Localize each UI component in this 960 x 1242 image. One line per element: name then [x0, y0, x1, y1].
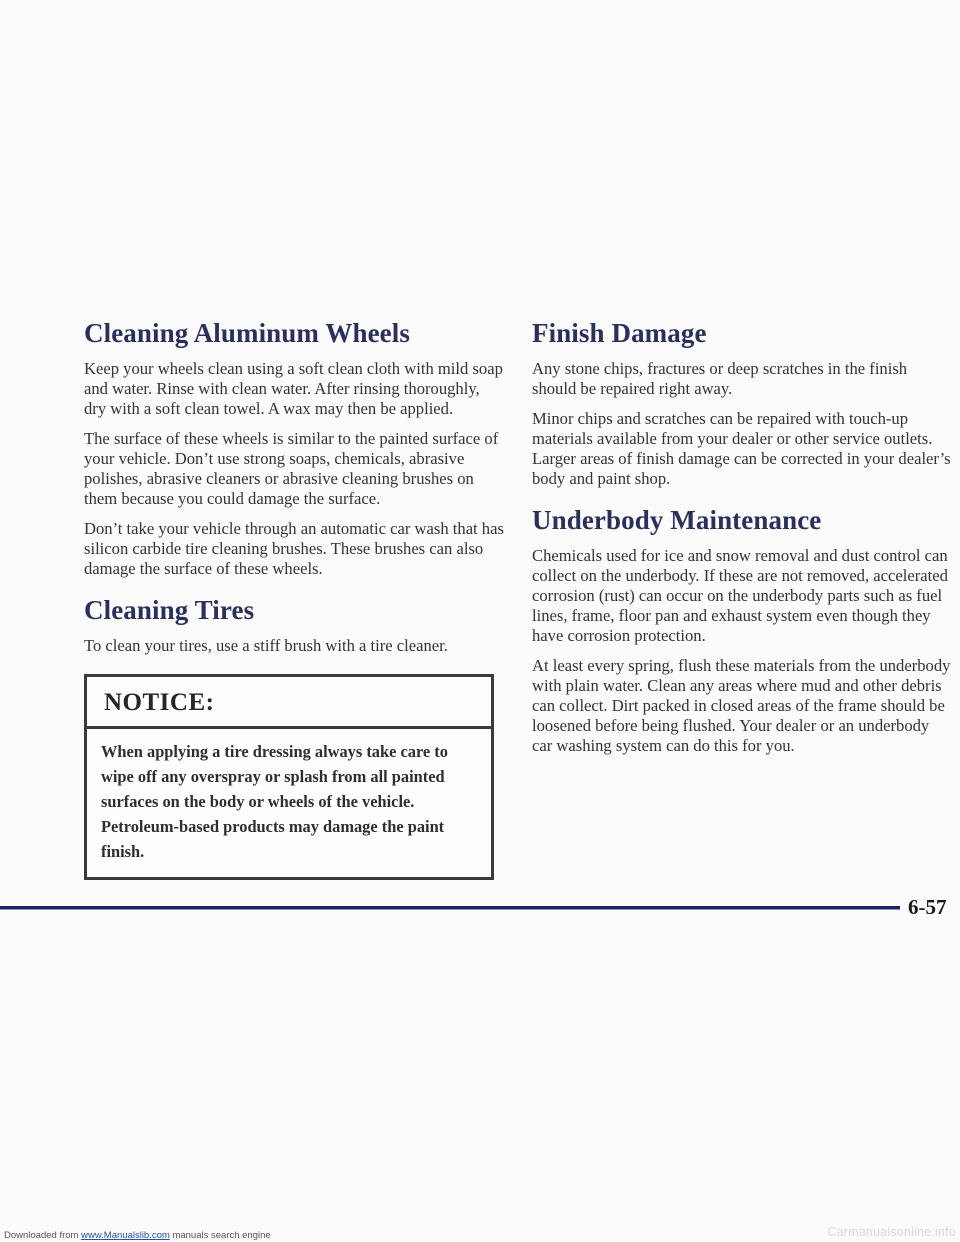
paragraph: The surface of these wheels is similar to the painted surface of your vehicle. Don’t use strong soaps, chemicals, abrasive polishes, abrasive cleaners or abrasive cleaning brushes on them because you could damage the surface.	[84, 429, 499, 508]
manualslib-link[interactable]: www.Manualslib.com	[81, 1230, 170, 1241]
right-column	[532, 318, 952, 766]
paragraph: To clean your tires, use a stiff brush with a tire cleaner.	[84, 636, 448, 655]
paragraph: Any stone chips, fractures or deep scratches in the finish should be repaired right away.	[532, 359, 908, 398]
footer-prefix: Downloaded from	[4, 1230, 82, 1241]
footer-suffix: manuals search engine	[169, 1230, 271, 1241]
section-title-cleaning-tires: Cleaning Tires	[84, 595, 255, 625]
notice-heading: NOTICE:	[87, 677, 491, 729]
paragraph: Minor chips and scratches can be repaired with touch-up materials available from your dealer or other service outlets. Larger areas of finish damage can be corrected in your dealer’s body and paint shop.	[532, 409, 951, 488]
paragraph: Keep your wheels clean using a soft clean cloth with mild soap and water. Rinse with clean water. After rinsing thoroughly, dry with a soft clean towel. A wax may then be applied.	[84, 359, 503, 418]
watermark: Carmanualsonline.info	[827, 1225, 956, 1239]
section-title-cleaning-aluminum-wheels: Cleaning Aluminum Wheels	[84, 318, 410, 348]
notice-text: When applying a tire dressing always take care to wipe off any overspray or splash from all painted surfaces on the body or wheels of the vehicle. Petroleum-based products may damage the paint finish.	[101, 742, 448, 861]
section-title-underbody-maintenance: Underbody Maintenance	[532, 505, 822, 535]
section-title-finish-damage: Finish Damage	[532, 318, 707, 348]
notice-box	[84, 674, 494, 880]
paragraph: Don’t take your vehicle through an automatic car wash that has silicon carbide tire cleaning brushes. These brushes can also damage the surface of these wheels.	[84, 519, 504, 578]
paragraph: At least every spring, flush these materials from the underbody with plain water. Clean any areas where mud and other debris can collect. Dirt packed in closed areas of the frame should be loosened before being flushed. Your dealer or an underbody car washing system can do this for you.	[532, 656, 951, 755]
paragraph: Chemicals used for ice and snow removal and dust control can collect on the underbody. If these are not removed, accelerated corrosion (rust) can occur on the underbody parts such as fuel lines, frame, floor pan and exhaust system even though they have corrosion protection.	[532, 546, 948, 645]
left-column	[84, 318, 504, 880]
download-footer	[4, 1230, 271, 1241]
page-rule-shadow	[0, 909, 900, 910]
page-number: 6-57	[908, 895, 947, 919]
